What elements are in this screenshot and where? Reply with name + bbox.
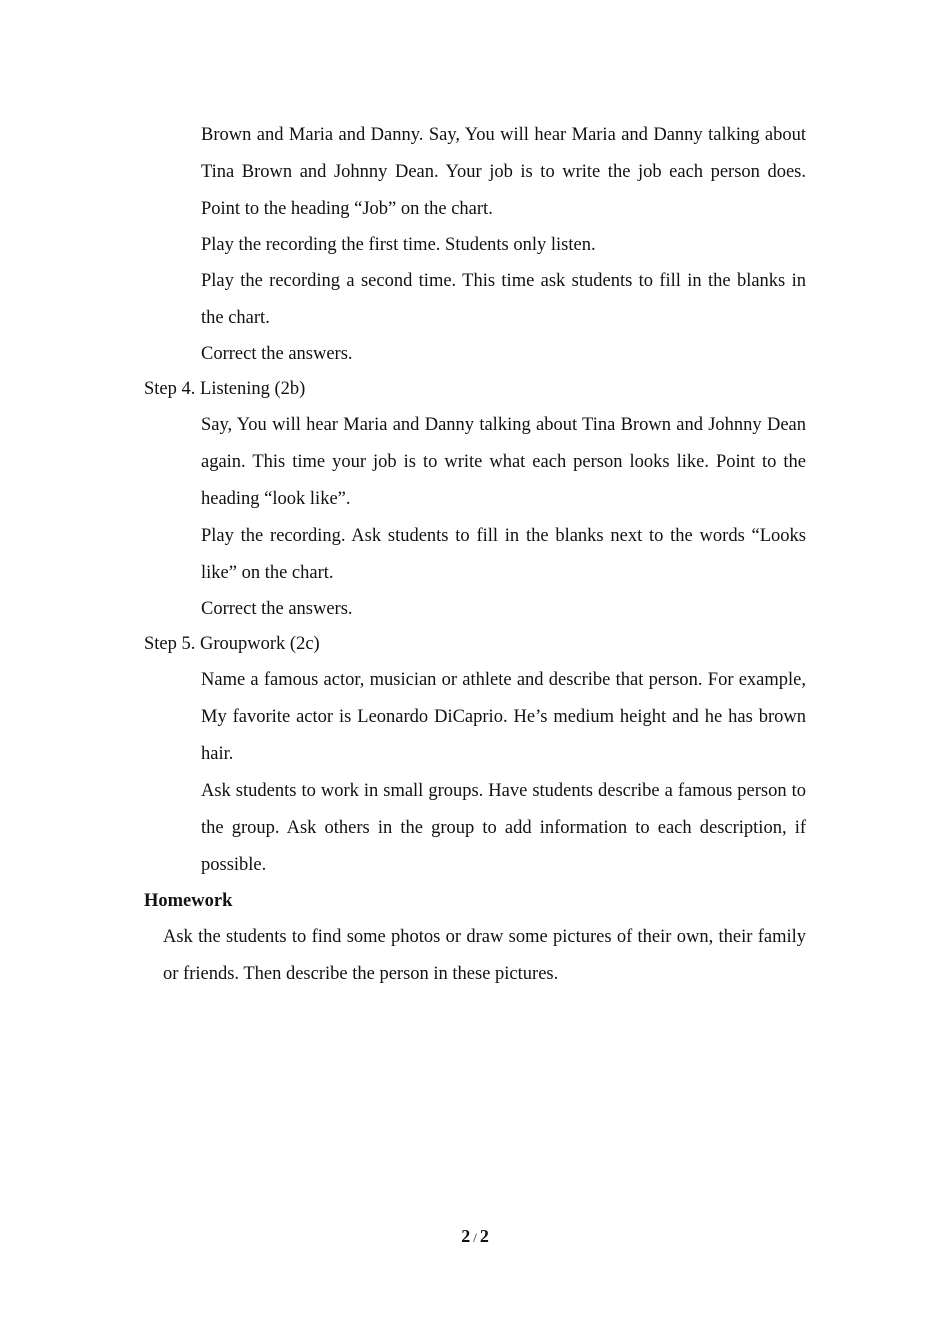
paragraph-play-first: Play the recording the first time. Students only listen. — [201, 235, 596, 255]
homework-heading: Homework — [144, 891, 233, 911]
document-body — [144, 117, 806, 993]
step-4-heading: Step 4. Listening (2b) — [144, 379, 306, 399]
paragraph-correct-answers-2: Correct the answers. — [201, 599, 353, 619]
paragraph-homework: Ask the students to find some photos or draw some pictures of their own, their family or friends. Then describe the person in these pictures. — [163, 927, 806, 984]
paragraph-play-second: Play the recording a second time. This time ask students to fill in the blanks in the chart. — [201, 271, 806, 328]
current-page-number: 2 — [461, 1226, 471, 1246]
page-separator: / — [473, 1230, 477, 1245]
paragraph-play-recording: Play the recording. Ask students to fill in the blanks next to the words “Looks like” on the chart. — [201, 526, 806, 583]
paragraph-instructions-2a: Brown and Maria and Danny. Say, You will hear Maria and Danny talking about Tina Brown and Johnny Dean. Your job is to write the job each person does. Point to the heading “Job” on the chart. — [201, 125, 806, 219]
page-number — [0, 1226, 950, 1247]
paragraph-correct-answers-1: Correct the answers. — [201, 344, 353, 364]
paragraph-groupwork-example: Name a famous actor, musician or athlete and describe that person. For example, My favorite actor is Leonardo DiCaprio. He’s medium height and he has brown hair. — [201, 670, 806, 764]
total-pages-number: 2 — [479, 1226, 489, 1246]
paragraph-listening-2b: Say, You will hear Maria and Danny talking about Tina Brown and Johnny Dean again. This time your job is to write what each person looks like. Point to the heading “look like”. — [201, 415, 806, 509]
step-5-heading: Step 5. Groupwork (2c) — [144, 634, 320, 654]
paragraph-groupwork-instructions: Ask students to work in small groups. Have students describe a famous person to the group. Ask others in the group to add information to each description, if possible. — [201, 781, 806, 875]
